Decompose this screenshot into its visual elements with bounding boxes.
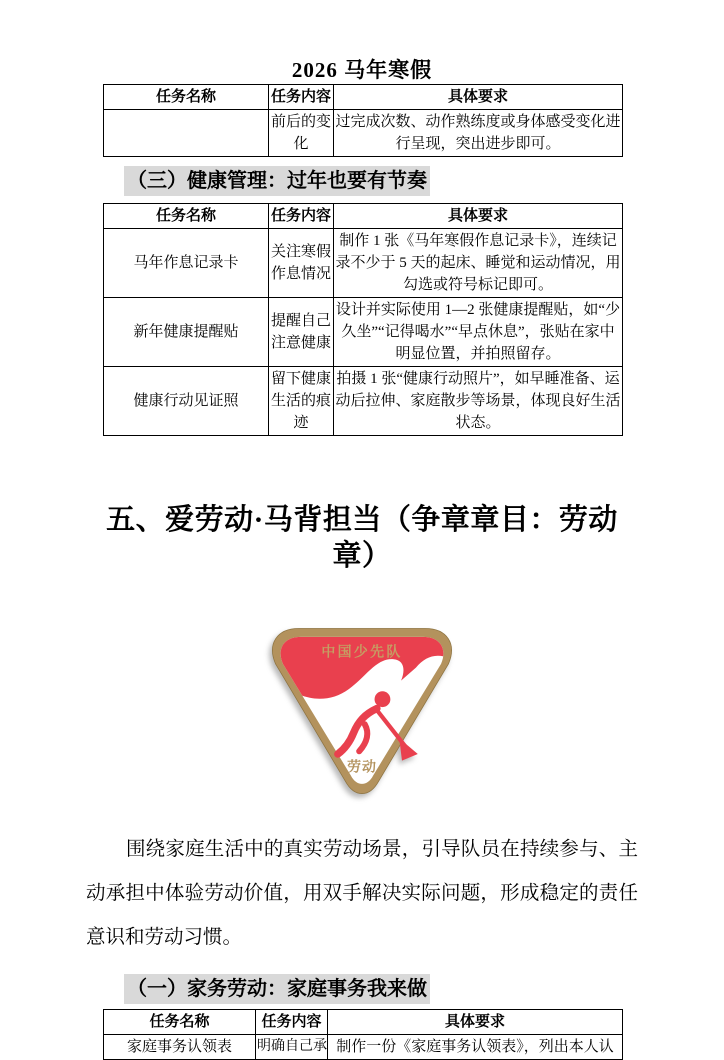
task-name-cell (104, 110, 269, 157)
task-name-cell: 家庭事务认领表 (104, 1035, 256, 1060)
table-row (104, 229, 623, 298)
section-housework-heading-row (124, 974, 638, 1005)
task-name-cell: 马年作息记录卡 (104, 229, 269, 298)
table-row (104, 1035, 623, 1060)
carryover-task-table (103, 84, 623, 157)
task-name-cell: 健康行动见证照 (104, 367, 269, 436)
col-header-task-content: 任务内容 (269, 204, 334, 229)
task-content-cell: 前后的变化 (269, 110, 334, 157)
col-header-task-content: 任务内容 (256, 1010, 328, 1035)
requirement-cell: 拍摄 1 张“健康行动照片”，如早睡准备、运动后拉伸、家庭散步等场景，体现良好生活状态。 (334, 367, 623, 436)
health-task-table (103, 203, 623, 436)
col-header-requirement: 具体要求 (334, 85, 623, 110)
task-content-cell: 关注寒假作息情况 (269, 229, 334, 298)
col-header-task-content: 任务内容 (269, 85, 334, 110)
labor-badge-image (269, 616, 455, 814)
badge-top-text: 中国少先队 (321, 645, 403, 661)
page-title: 2026 马年寒假 (291, 58, 433, 82)
requirement-cell: 过完成次数、动作熟练度或身体感受变化进行呈现，突出进步即可。 (334, 110, 623, 157)
task-content-cell: 提醒自己注意健康 (269, 298, 334, 367)
task-content-cell: 留下健康生活的痕迹 (269, 367, 334, 436)
requirement-cell: 制作 1 张《马年寒假作息记录卡》，连续记录不少于 5 天的起床、睡觉和运动情况，用勾选或符号标记即可。 (334, 229, 623, 298)
section-housework-heading: （一）家务劳动：家庭事务我来做 (124, 974, 430, 1004)
col-header-requirement: 具体要求 (334, 204, 623, 229)
requirement-cell: 制作一份《家庭事务认领表》，列出本人认 (328, 1035, 623, 1060)
table-row (104, 367, 623, 436)
table-header-row (104, 1010, 623, 1035)
housework-task-table (103, 1009, 623, 1060)
table-header-row (104, 85, 623, 110)
task-content-cell: 明确自己承 (256, 1035, 328, 1060)
chapter-heading: 五、爱劳动·马背担当（争章章目：劳动章） (106, 504, 618, 572)
col-header-task-name: 任务名称 (104, 204, 269, 229)
table-header-row (104, 204, 623, 229)
badge-bottom-text: 劳动 (347, 760, 377, 776)
section-health-heading: （三）健康管理：过年也要有节奏 (124, 166, 430, 196)
table-row (104, 110, 623, 157)
labor-badge-wrap (86, 616, 638, 814)
col-header-requirement: 具体要求 (328, 1010, 623, 1035)
col-header-task-name: 任务名称 (104, 85, 269, 110)
table-row (104, 298, 623, 367)
requirement-cell: 设计并实际使用 1—2 张健康提醒贴，如“少久坐”“记得喝水”“早点休息”，张贴在家中明显位置，并拍照留存。 (334, 298, 623, 367)
task-name-cell: 新年健康提醒贴 (104, 298, 269, 367)
section-health-heading-row (124, 166, 638, 197)
chapter-intro-paragraph: 围绕家庭生活中的真实劳动场景，引导队员在持续参与、主动承担中体验劳动价值，用双手解决实际问题，形成稳定的责任意识和劳动习惯。 (86, 839, 638, 948)
col-header-task-name: 任务名称 (104, 1010, 256, 1035)
